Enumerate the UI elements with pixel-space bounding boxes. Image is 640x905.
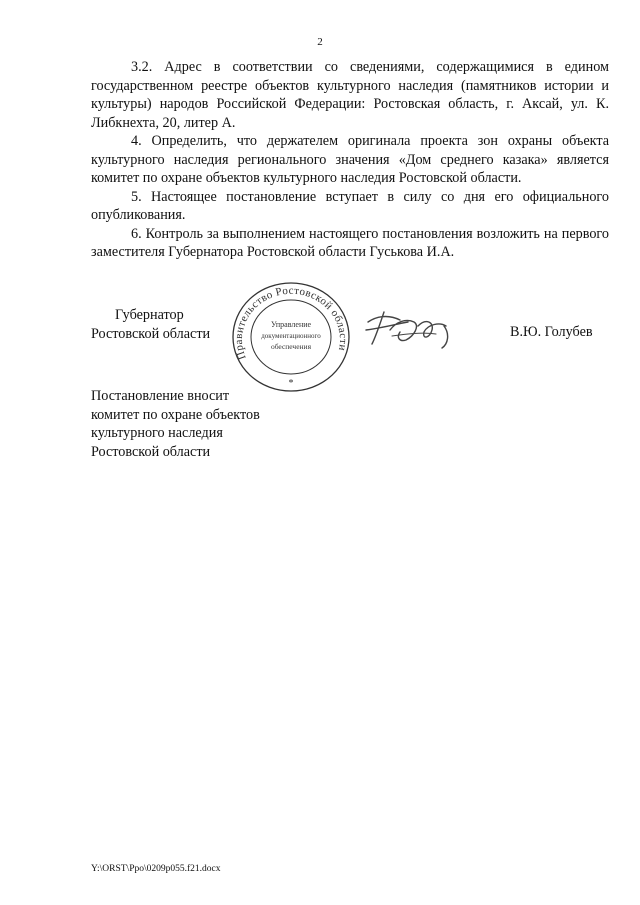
introduced-by-line-2: комитет по охране объектов: [91, 406, 260, 423]
seal-center-line-3: обеспечения: [270, 342, 312, 351]
page-number: 2: [317, 36, 323, 48]
paragraph-4: 4. Определить, что держателем оригинала проекта зон охраны объекта культурного наследия регионального значения «Дом среднего казака» является комитет по охране объектов культурного наследия Ростовской области.: [91, 133, 609, 186]
seal-star: *: [288, 378, 294, 389]
seal-ring-text: Правительство Ростовской области: [232, 284, 350, 362]
introduced-by-line-3: культурного наследия: [91, 425, 223, 441]
introduced-by-block: [91, 387, 260, 461]
introduced-by-line-1: Постановление вносит: [91, 388, 230, 404]
document-body: [91, 58, 609, 262]
paragraph-3-2: 3.2. Адрес в соответствии со сведениями, содержащимися в едином государственном реестре объектов культурного наследия (памятников истории и культуры) народов Российской Федерации: Ростовская область, г. Аксай, ул. К. Либкнехта, 20, литер А.: [91, 59, 609, 131]
paragraph-6: 6. Контроль за выполнением настоящего постановления возложить на первого заместителя Губернатора Ростовской области Гуськова И.А.: [91, 225, 609, 260]
signatory-name: В.Ю. Голубев: [510, 324, 593, 340]
seal-center-line-2: документационного: [261, 332, 321, 340]
handwritten-signature: [362, 300, 492, 352]
signatory-position: [91, 306, 210, 343]
paragraph-5: 5. Настоящее постановление вступает в силу со дня его официального опубликования.: [91, 188, 609, 223]
file-path-footer: Y:\ORST\Ppo\0209p055.f21.docx: [91, 864, 221, 874]
introduced-by-line-4: Ростовской области: [91, 443, 211, 460]
position-title: Губернатор: [115, 307, 184, 323]
seal-center-line-1: Управление: [270, 320, 312, 329]
official-seal-stamp: [226, 278, 356, 396]
position-region: Ростовской области: [91, 325, 211, 342]
